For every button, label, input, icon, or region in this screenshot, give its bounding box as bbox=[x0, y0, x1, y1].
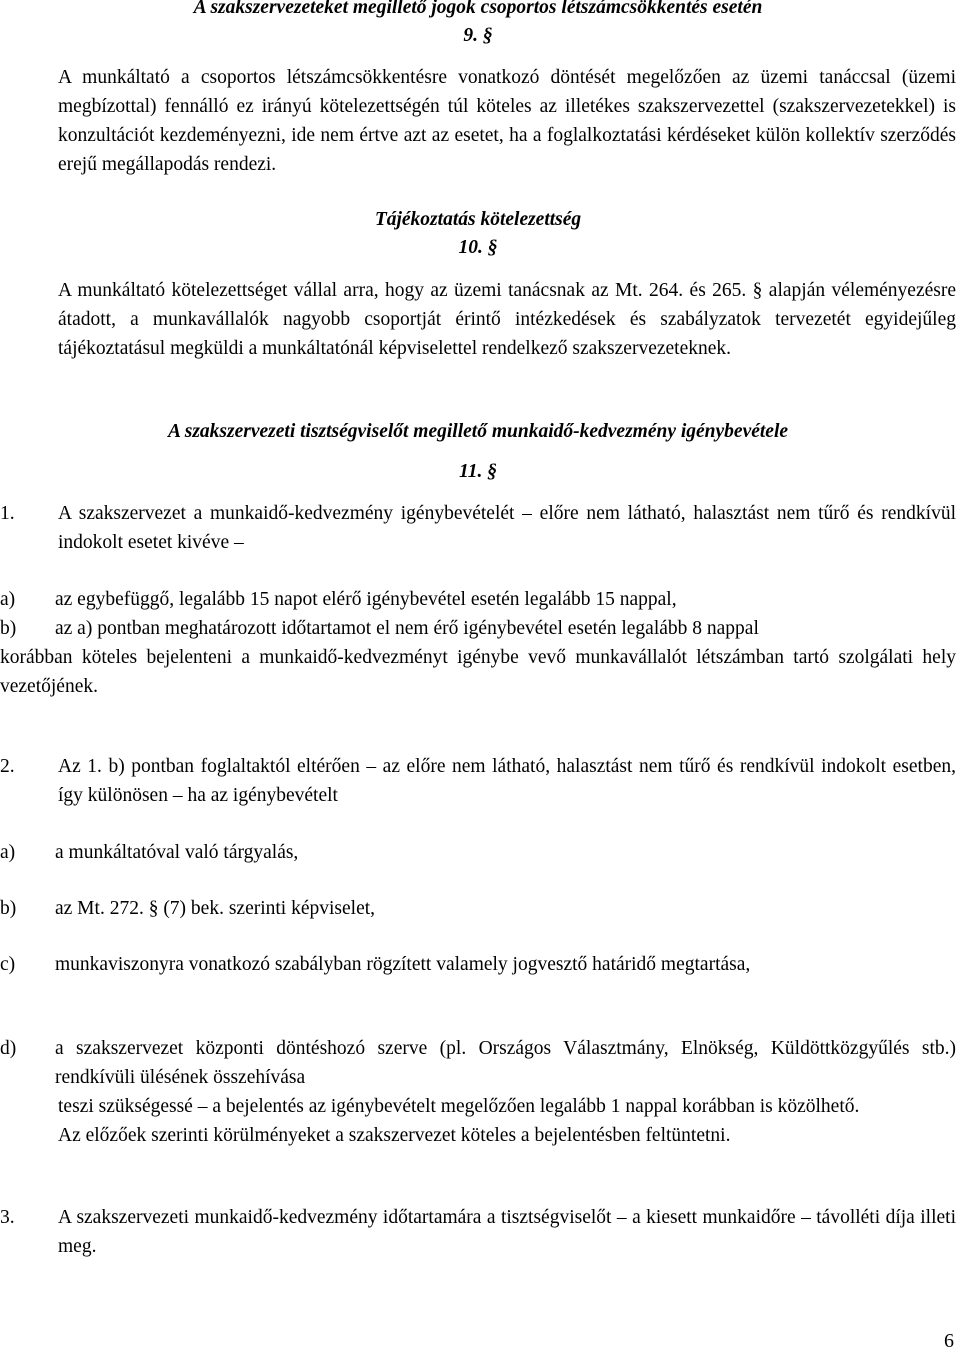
paragraph-2-item-c bbox=[0, 950, 956, 979]
paragraph-2-closing-1: teszi szükségessé – a bejelentés az igénybevételt megelőzően legalább 1 nappal korábban is közölhető. bbox=[58, 1096, 860, 1117]
list-item-label: b) bbox=[0, 898, 17, 919]
list-item-label: a) bbox=[0, 842, 16, 863]
list-item-label: a) bbox=[0, 589, 16, 610]
list-item-text: munkaviszonyra vonatkozó szabályban rögzített valamely jogvesztő határidő megtartása, bbox=[55, 954, 751, 975]
list-item-text: az egybefüggő, legalább 15 napot elérő igénybevétel esetén legalább 15 nappal, bbox=[55, 589, 677, 610]
paragraph-1 bbox=[0, 499, 956, 557]
section-11-heading: A szakszervezeti tisztségviselőt megillető munkaidő-kedvezmény igénybevétele bbox=[167, 421, 789, 442]
paragraph-1-list bbox=[0, 585, 956, 701]
list-item-text: a munkáltatóval való tárgyalás, bbox=[55, 842, 299, 863]
paragraph-2-text: Az 1. b) pontban foglaltaktól eltérően – az előre nem látható, halasztást nem tűrő és rendkívül indokolt esetben, így különösen – ha az igénybevételt bbox=[58, 756, 956, 806]
section-9-number: 9. § bbox=[463, 25, 493, 46]
section-10-text: A munkáltató kötelezettséget vállal arra, hogy az üzemi tanácsnak az Mt. 264. és 265. § alapján véleményezésre átadott, a munkavállalók nagyobb csoportját érintő intézkedések és szabályzatok tervezetét egyidejűleg tájékoztatásul megküldi a munkáltatónál képviselettel rendelkező szakszervezeteknek. bbox=[58, 280, 956, 359]
list-item-2b bbox=[0, 894, 956, 923]
list-item-1a bbox=[0, 585, 956, 614]
paragraph-1-label: 1. bbox=[0, 503, 15, 524]
paragraph-3-label: 3. bbox=[0, 1207, 15, 1228]
list-item-text: az Mt. 272. § (7) bek. szerinti képviselet, bbox=[55, 898, 376, 919]
page-number: 6 bbox=[944, 1330, 954, 1352]
list-item-text: az a) pontban meghatározott időtartamot el nem érő igénybevétel esetén legalább 8 nappal bbox=[55, 618, 759, 639]
paragraph-2-item-a bbox=[0, 838, 956, 867]
list-item-label: c) bbox=[0, 954, 16, 975]
list-item-2d bbox=[0, 1034, 956, 1092]
list-item-text: a szakszervezet központi döntéshozó szerve (pl. Országos Választmány, Elnökség, Küldöttközgyűlés stb.) rendkívüli ülésének összehívása bbox=[55, 1038, 956, 1088]
list-item-2c bbox=[0, 950, 956, 979]
section-9-heading: A szakszervezeteket megillető jogok csoportos létszámcsökkentés esetén bbox=[193, 0, 763, 18]
list-item-2a bbox=[0, 838, 956, 867]
paragraph-1-text: A szakszervezet a munkaidő-kedvezmény igénybevételét – előre nem látható, halasztást nem tűrő és rendkívül indokolt esetet kivéve – bbox=[58, 503, 956, 553]
paragraph-2-item-b bbox=[0, 894, 956, 923]
paragraph-3-text: A szakszervezeti munkaidő-kedvezmény időtartamára a tisztségviselőt – a kiesett munkaidőre – távolléti díja illeti meg. bbox=[58, 1207, 956, 1257]
section-10-number: 10. § bbox=[458, 237, 498, 258]
paragraph-2 bbox=[0, 752, 956, 810]
list-item-1b bbox=[0, 614, 956, 643]
paragraph-1-closing: korábban köteles bejelenteni a munkaidő-kedvezményt igénybe vevő munkavállalót létszámban tartó szolgálati hely vezetőjének. bbox=[0, 647, 956, 697]
section-9-text: A munkáltató a csoportos létszámcsökkentésre vonatkozó döntését megelőzően az üzemi tanáccsal (üzemi megbízottal) fennálló ez irányú kötelezettségén túl köteles az illetékes szakszervezettel (szakszervezetekkel) is konzultációt kezdeményezni, ide nem értve azt az esetet, ha a foglalkoztatási kérdéseket külön kollektív szerződés erejű megállapodás rendezi. bbox=[58, 67, 956, 175]
list-item-label: d) bbox=[0, 1038, 17, 1059]
paragraph-3 bbox=[0, 1203, 956, 1261]
list-item-label: b) bbox=[0, 618, 17, 639]
section-11-number: 11. § bbox=[459, 461, 497, 482]
paragraph-2-label: 2. bbox=[0, 756, 15, 777]
paragraph-2-closing-2: Az előzőek szerinti körülményeket a szakszervezet köteles a bejelentésben feltüntetni. bbox=[58, 1125, 731, 1146]
section-10-heading: Tájékoztatás kötelezettség bbox=[374, 209, 582, 230]
paragraph-2-item-d bbox=[0, 1034, 956, 1150]
